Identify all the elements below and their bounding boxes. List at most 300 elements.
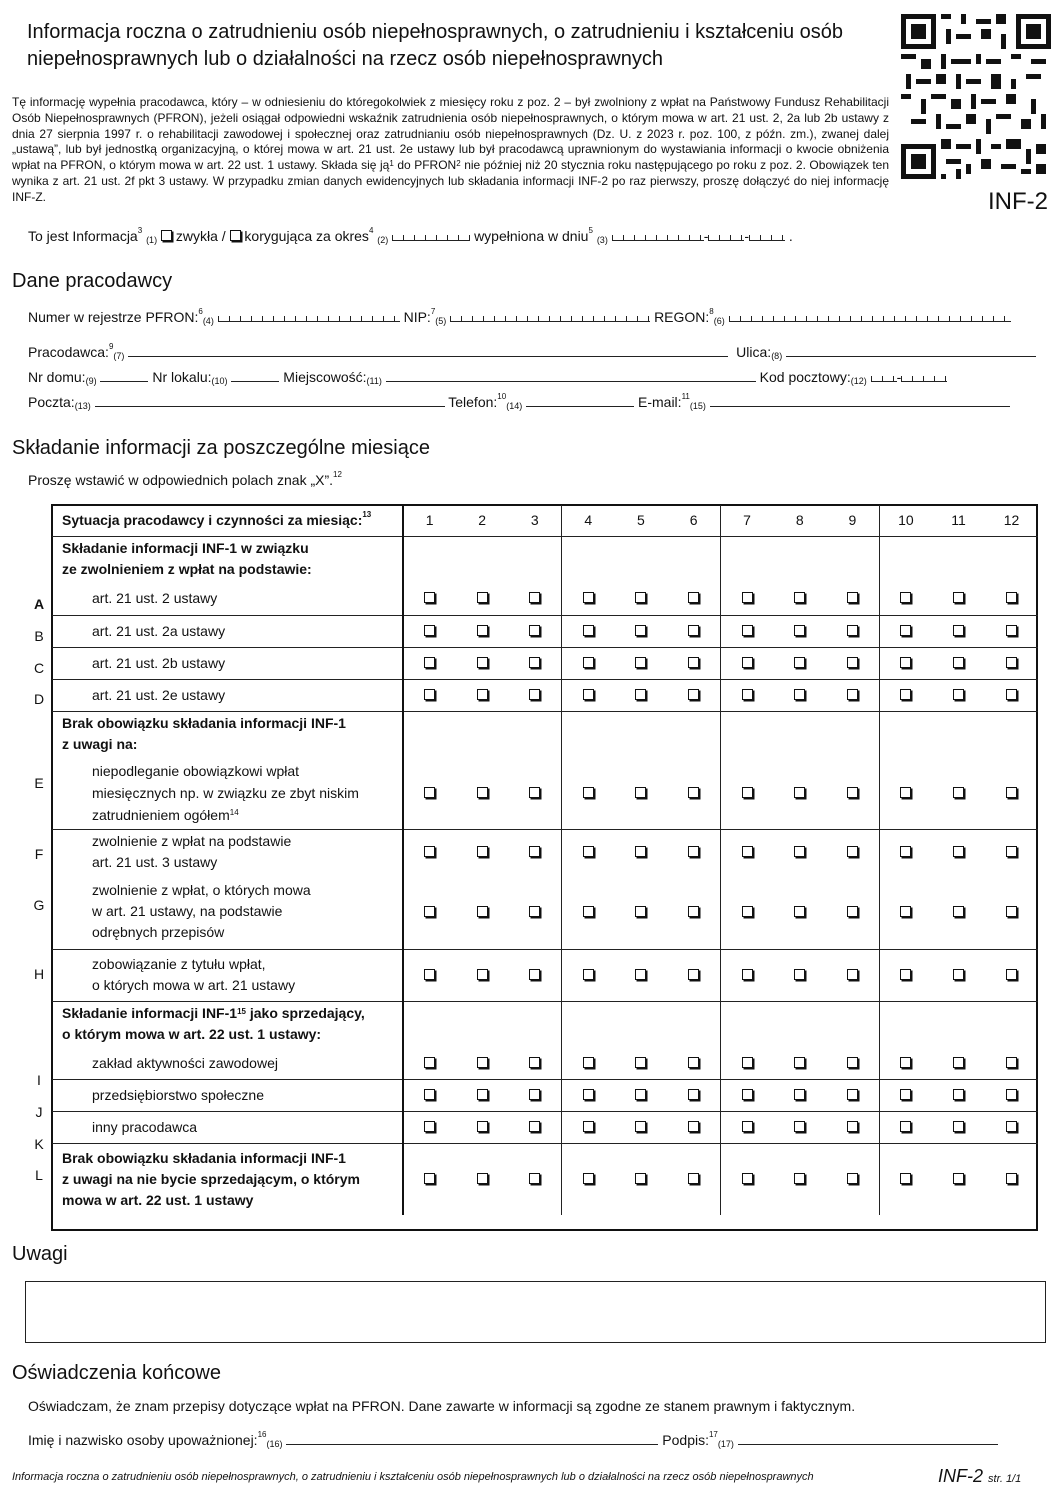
checkbox-icon[interactable] — [688, 1057, 699, 1068]
checkbox-icon[interactable] — [900, 969, 911, 980]
table-row: zobowiązanie z tytułu wpłat, o których mowa w art. 21 ustawy — [52, 949, 1038, 1001]
month-cell — [562, 949, 615, 1001]
row-letter: D — [33, 691, 45, 707]
date-month-field[interactable] — [708, 230, 744, 241]
checkbox-icon[interactable] — [953, 1089, 964, 1100]
month-cell — [773, 615, 826, 647]
checkbox-icon[interactable] — [794, 787, 805, 798]
checkbox-icon[interactable] — [847, 1173, 858, 1184]
month-cell — [667, 615, 720, 647]
checkbox-icon[interactable] — [900, 1057, 911, 1068]
month-cell — [403, 1111, 456, 1143]
checkbox-icon[interactable] — [794, 906, 805, 917]
checkbox-icon[interactable] — [1006, 689, 1017, 700]
month-cell — [562, 1047, 615, 1079]
month-cell — [667, 1143, 720, 1215]
house-number-field[interactable] — [100, 370, 148, 382]
month-cell — [720, 1143, 773, 1215]
month-cell — [773, 949, 826, 1001]
month-cell — [403, 615, 456, 647]
checkbox-icon[interactable] — [529, 592, 540, 603]
month-cell — [614, 1079, 667, 1111]
month-cell — [456, 615, 509, 647]
checkbox-icon[interactable] — [847, 787, 858, 798]
page-number: str. 1/1 — [988, 1473, 1022, 1485]
checkbox-icon[interactable] — [688, 657, 699, 668]
month-cell — [403, 1079, 456, 1111]
month-cell — [403, 582, 456, 615]
month-cell — [403, 679, 456, 711]
checkbox-icon[interactable] — [583, 689, 594, 700]
city-field[interactable] — [386, 370, 756, 382]
checkbox-icon[interactable] — [953, 787, 964, 798]
month-cell — [932, 875, 985, 949]
checkbox-icon[interactable] — [742, 1121, 753, 1132]
checkbox-icon[interactable] — [424, 846, 435, 857]
checkbox-icon[interactable] — [477, 625, 488, 636]
checkbox-icon[interactable] — [794, 1089, 805, 1100]
checkbox-icon[interactable] — [953, 1121, 964, 1132]
month-cell — [562, 875, 615, 949]
month-cell — [456, 1143, 509, 1215]
month-cell — [456, 875, 509, 949]
month-cell — [667, 1047, 720, 1079]
table-row: Brak obowiązku składania informacji INF-1 z uwagi na nie bycie sprzedającym, o którym mowa w art. 22 ust. 1 ustawy — [52, 1143, 1038, 1215]
checkbox-icon[interactable] — [477, 787, 488, 798]
checkbox-icon[interactable] — [583, 906, 594, 917]
checkbox-icon[interactable] — [635, 1121, 646, 1132]
footer-text: Informacja roczna o zatrudnieniu osób niepełnosprawnych, o zatrudnieniu i kształceniu osób niepełnosprawnych lub o działalności na rzecz osób niepełnosprawnych — [12, 1471, 814, 1483]
month-cell — [985, 829, 1038, 875]
month-cell — [667, 829, 720, 875]
checkbox-icon[interactable] — [635, 787, 646, 798]
checkbox-icon[interactable] — [477, 1173, 488, 1184]
authorized-person-field[interactable] — [286, 1433, 658, 1445]
signature-row: Imię i nazwisko osoby upoważnionej:$^{16}$(16) Podpis:$^{17}$(17) — [28, 1432, 998, 1448]
period-field[interactable] — [392, 230, 470, 241]
month-cell — [667, 679, 720, 711]
month-cell — [826, 949, 879, 1001]
checkbox-icon[interactable] — [1006, 1121, 1017, 1132]
month-cell — [773, 829, 826, 875]
month-cell — [509, 949, 562, 1001]
checkbox-icon[interactable] — [847, 1121, 858, 1132]
row-letter: A — [33, 596, 45, 612]
checkbox-icon[interactable] — [529, 657, 540, 668]
month-cell — [614, 615, 667, 647]
checkbox-icon[interactable] — [583, 1057, 594, 1068]
month-cell — [456, 647, 509, 679]
checkbox-icon[interactable] — [688, 1089, 699, 1100]
checkbox-icon[interactable] — [583, 787, 594, 798]
checkbox-icon[interactable] — [635, 689, 646, 700]
month-cell — [720, 875, 773, 949]
checkbox-icon[interactable] — [583, 1173, 594, 1184]
checkbox-icon[interactable] — [1006, 592, 1017, 603]
row-letter: K — [34, 1136, 44, 1152]
table-row: art. 21 ust. 2a ustawy — [52, 615, 1038, 647]
employer-row: Pracodawca:$^9$(7) Ulica:(8) — [28, 344, 1036, 360]
checkbox-icon[interactable] — [688, 969, 699, 980]
month-cell — [932, 615, 985, 647]
row-letter: C — [33, 660, 45, 676]
checkbox-icon[interactable] — [424, 787, 435, 798]
checkbox-icon[interactable] — [847, 657, 858, 668]
month-cell — [562, 679, 615, 711]
table-header-row: Sytuacja pracodawcy i czynności za miesiąc:$^{13}$ 1 2 3 4 5 6 7 8 9 10 11 12 — [52, 505, 1038, 536]
checkbox-icon[interactable] — [635, 906, 646, 917]
checkbox-icon[interactable] — [1006, 657, 1017, 668]
month-cell — [879, 757, 932, 829]
month-cell — [985, 1079, 1038, 1111]
month-cell — [879, 1047, 932, 1079]
checkbox-icon[interactable] — [900, 657, 911, 668]
checkbox-icon[interactable] — [900, 906, 911, 917]
postcode-field-2[interactable] — [901, 371, 947, 382]
month-cell — [562, 615, 615, 647]
month-cell — [985, 1143, 1038, 1215]
checkbox-icon[interactable] — [477, 689, 488, 700]
checkbox-icon[interactable] — [742, 969, 753, 980]
month-cell — [403, 1047, 456, 1079]
checkbox-icon[interactable] — [583, 969, 594, 980]
checkbox-icon[interactable] — [424, 906, 435, 917]
month-cell — [403, 647, 456, 679]
month-cell — [985, 949, 1038, 1001]
checkbox-icon[interactable] — [477, 1089, 488, 1100]
month-cell — [720, 1047, 773, 1079]
checkbox-icon[interactable] — [900, 1121, 911, 1132]
checkbox-icon[interactable] — [742, 689, 753, 700]
checkbox-icon[interactable] — [529, 625, 540, 636]
date-year-field[interactable] — [612, 230, 704, 241]
checkbox-icon[interactable] — [635, 846, 646, 857]
checkbox-icon[interactable] — [424, 969, 435, 980]
checkbox-icon[interactable] — [635, 1057, 646, 1068]
checkbox-icon[interactable] — [477, 1057, 488, 1068]
month-cell — [667, 1079, 720, 1111]
month-cell — [985, 647, 1038, 679]
table-row: art. 21 ust. 2 ustawy — [52, 582, 1038, 615]
month-cell — [932, 829, 985, 875]
date-day-field[interactable] — [749, 230, 785, 241]
month-cell — [456, 1047, 509, 1079]
checkbox-icon[interactable] — [742, 625, 753, 636]
intro-text: Tę informację wypełnia pracodawca, który – w odniesieniu do któregokolwiek z miesięcy roku z poz. 2 – był zwolniony z wpłat na Państwowy Fundusz Rehabilitacji Osób Niepełnosprawnych (PFRON), jeżeli osiągał odpowiedni wskaźnik zatrudnienia osób niepełnosprawnych, o którym mowa w art. 21 ust. 2, 2a lub 2b ustawy z dnia 27 sierpnia 1997 r. o rehabilitacji zawodowej i społecznej oraz zatrudnianiu osób niepełnosprawnych (Dz. U. z 2023 r. poz. 100, z późn. zm.), zwanej dalej „ustawą”, lub był jednostką organizacyjną, o której mowa w art. 21 ust. 2e ustawy lub był pracodawcą uprawnionym do wystawiania informacji o kwocie obniżenia wpłat na PFRON, o którym mowa w art. 22 ust. 1 ustawy. Składa się $ją^1$ do PFRON$^2$ nie później niż 20 stycznia roku następującego po roku z poz. 2. Obowiązek ten wynika z art. 21 ust. 2f pkt 3 ustawy. W przypadku zmian danych ewidencyjnych lub składania informacji INF-2 po raz pierwszy, proszę dołączyć do niej informację INF-Z. — [12, 95, 890, 204]
month-cell — [456, 949, 509, 1001]
checkbox-icon[interactable] — [529, 969, 540, 980]
checkbox-icon[interactable] — [635, 1089, 646, 1100]
checkbox-icon[interactable] — [794, 689, 805, 700]
checkbox-icon[interactable] — [688, 1121, 699, 1132]
footer-code: INF-2 str. 1/1 — [938, 1466, 1022, 1486]
checkbox-icon[interactable] — [847, 625, 858, 636]
month-cell — [879, 582, 932, 615]
month-cell — [403, 1143, 456, 1215]
checkbox-icon[interactable] — [953, 657, 964, 668]
checkbox-icon[interactable] — [794, 846, 805, 857]
checkbox-icon[interactable] — [953, 846, 964, 857]
month-cell — [879, 615, 932, 647]
checkbox-icon[interactable] — [1006, 906, 1017, 917]
checkbox-icon[interactable] — [477, 846, 488, 857]
month-cell — [403, 829, 456, 875]
registry-row: Numer w rejestrze PFRON:$^6$(4) NIP:$^7$(5) REGON:$^8$(6) — [28, 309, 1011, 325]
table-row: inny pracodawca — [52, 1111, 1038, 1143]
checkbox-icon[interactable] — [635, 1173, 646, 1184]
checkbox-icon[interactable] — [900, 846, 911, 857]
checkbox-icon[interactable] — [847, 846, 858, 857]
checkbox-icon[interactable] — [794, 625, 805, 636]
checkbox-icon[interactable] — [477, 969, 488, 980]
signature-field[interactable] — [738, 1433, 998, 1445]
section-remarks-heading: Uwagi — [12, 1243, 68, 1265]
row-letter: B — [34, 628, 44, 644]
checkbox-icon[interactable] — [583, 592, 594, 603]
checkbox-icon[interactable] — [424, 657, 435, 668]
checkbox-icon[interactable] — [847, 1057, 858, 1068]
month-cell — [985, 1047, 1038, 1079]
checkbox-icon[interactable] — [742, 592, 753, 603]
checkbox-icon[interactable] — [1006, 1089, 1017, 1100]
table-row: art. 21 ust. 2e ustawy — [52, 679, 1038, 711]
checkbox-icon[interactable] — [529, 1121, 540, 1132]
month-cell — [614, 647, 667, 679]
checkbox-icon[interactable] — [688, 689, 699, 700]
checkbox-icon[interactable] — [635, 592, 646, 603]
checkbox-icon[interactable] — [477, 1121, 488, 1132]
checkbox-icon[interactable] — [900, 787, 911, 798]
pfron-number-field[interactable] — [218, 311, 400, 322]
month-cell — [932, 582, 985, 615]
checkbox-icon[interactable] — [794, 657, 805, 668]
checkbox-icon[interactable] — [583, 846, 594, 857]
checkbox-icon[interactable] — [529, 906, 540, 917]
checkbox-icon[interactable] — [794, 1121, 805, 1132]
month-cell — [667, 875, 720, 949]
checkbox-icon[interactable] — [424, 1173, 435, 1184]
checkbox-icon[interactable] — [1006, 787, 1017, 798]
instruction-text: Proszę wstawić w odpowiednich polach znak „X”.$^{12}$ — [28, 470, 342, 488]
month-cell — [720, 582, 773, 615]
street-field[interactable] — [786, 345, 1036, 357]
month-cell — [614, 875, 667, 949]
month-cell — [509, 1047, 562, 1079]
checkbox-icon[interactable] — [742, 787, 753, 798]
month-cell — [509, 1143, 562, 1215]
month-cell — [614, 1111, 667, 1143]
checkbox-icon[interactable] — [742, 846, 753, 857]
table-row: art. 21 ust. 2b ustawy — [52, 647, 1038, 679]
month-cell — [614, 829, 667, 875]
checkbox-icon[interactable] — [794, 1057, 805, 1068]
checkbox-icon[interactable] — [900, 689, 911, 700]
table-row: przedsiębiorstwo społeczne — [52, 1079, 1038, 1111]
checkbox-icon[interactable] — [847, 1089, 858, 1100]
checkbox-icon[interactable] — [529, 1057, 540, 1068]
checkbox-icon[interactable] — [688, 625, 699, 636]
qr-code-icon — [901, 14, 1051, 179]
month-cell — [773, 647, 826, 679]
month-cell — [826, 875, 879, 949]
checkbox-icon[interactable] — [688, 846, 699, 857]
checkbox-icon[interactable] — [953, 1173, 964, 1184]
month-cell — [879, 1079, 932, 1111]
month-cell — [879, 647, 932, 679]
checkbox-icon[interactable] — [794, 1173, 805, 1184]
checkbox-icon[interactable] — [424, 689, 435, 700]
month-cell — [509, 875, 562, 949]
checkbox-icon[interactable] — [742, 1173, 753, 1184]
month-cell — [562, 1079, 615, 1111]
row-letter: I — [37, 1072, 41, 1088]
checkbox-icon[interactable] — [742, 1089, 753, 1100]
checkbox-icon[interactable] — [688, 592, 699, 603]
checkbox-icon[interactable] — [529, 787, 540, 798]
employer-name-field[interactable] — [128, 345, 728, 357]
checkbox-icon[interactable] — [953, 969, 964, 980]
checkbox-icon[interactable] — [635, 969, 646, 980]
form-code: INF-2 — [988, 188, 1048, 215]
checkbox-icon[interactable] — [742, 1057, 753, 1068]
checkbox-icon[interactable] — [953, 1057, 964, 1068]
checkbox-icon[interactable] — [794, 592, 805, 603]
month-cell — [879, 1111, 932, 1143]
month-cell — [614, 757, 667, 829]
checkbox-icon[interactable] — [1006, 1173, 1017, 1184]
remarks-field[interactable] — [25, 1281, 1046, 1343]
unit-number-field[interactable] — [231, 370, 279, 382]
month-cell — [562, 757, 615, 829]
group-header-row: Składanie informacji INF-1 w związku ze zwolnieniem z wpłat na podstawie: — [52, 536, 1038, 582]
address-row: Nr domu:(9) Nr lokalu:(10) Miejscowość:(11) Kod pocztowy:(12) - — [28, 369, 947, 385]
month-cell — [932, 757, 985, 829]
checkbox-icon[interactable] — [900, 592, 911, 603]
month-cell — [720, 1079, 773, 1111]
checkbox-icon[interactable] — [529, 1173, 540, 1184]
month-cell — [403, 757, 456, 829]
month-cell — [932, 949, 985, 1001]
checkbox-icon[interactable] — [477, 906, 488, 917]
month-cell — [932, 1079, 985, 1111]
checkbox-icon[interactable] — [1006, 846, 1017, 857]
nip-field[interactable] — [450, 311, 650, 322]
checkbox-icon[interactable] — [230, 230, 241, 241]
regon-field[interactable] — [729, 311, 1011, 322]
checkbox-icon[interactable] — [953, 689, 964, 700]
month-cell — [509, 829, 562, 875]
checkbox-icon[interactable] — [742, 906, 753, 917]
month-cell — [614, 679, 667, 711]
checkbox-icon[interactable] — [583, 1089, 594, 1100]
row-letter: J — [35, 1104, 43, 1120]
checkbox-icon[interactable] — [794, 969, 805, 980]
checkbox-icon[interactable] — [953, 592, 964, 603]
group-header-row: Brak obowiązku składania informacji INF-1 z uwagi na: — [52, 711, 1038, 757]
checkbox-icon[interactable] — [583, 1121, 594, 1132]
month-cell — [720, 757, 773, 829]
month-cell — [614, 1047, 667, 1079]
month-cell — [826, 582, 879, 615]
row-letter: G — [33, 897, 45, 913]
checkbox-icon[interactable] — [688, 906, 699, 917]
month-cell — [932, 647, 985, 679]
checkbox-icon[interactable] — [1006, 969, 1017, 980]
checkbox-icon[interactable] — [477, 592, 488, 603]
month-cell — [614, 582, 667, 615]
checkbox-icon[interactable] — [1006, 625, 1017, 636]
phone-field[interactable] — [526, 395, 634, 407]
checkbox-icon[interactable] — [583, 625, 594, 636]
month-cell — [562, 1143, 615, 1215]
checkbox-icon[interactable] — [477, 657, 488, 668]
checkbox-icon[interactable] — [953, 906, 964, 917]
page-title: Informacja roczna o zatrudnieniu osób niepełnosprawnych, o zatrudnieniu i kształceniu osób niepełnosprawnych lub o działalności na rzecz osób niepełnosprawnych — [27, 21, 844, 70]
month-cell — [562, 647, 615, 679]
section-months-heading: Składanie informacji za poszczególne miesiące — [12, 437, 430, 459]
row-letter: E — [34, 775, 44, 791]
checkbox-icon[interactable] — [953, 625, 964, 636]
month-cell — [720, 647, 773, 679]
month-cell — [773, 757, 826, 829]
checkbox-icon[interactable] — [847, 592, 858, 603]
month-cell — [509, 757, 562, 829]
checkbox-icon[interactable] — [529, 1089, 540, 1100]
checkbox-icon[interactable] — [424, 1089, 435, 1100]
checkbox-icon[interactable] — [1006, 1057, 1017, 1068]
checkbox-icon[interactable] — [688, 1173, 699, 1184]
month-cell — [932, 679, 985, 711]
month-cell — [773, 875, 826, 949]
checkbox-icon[interactable] — [583, 657, 594, 668]
month-cell — [509, 1079, 562, 1111]
row-letter: H — [33, 966, 45, 982]
table-row: zakład aktywności zawodowej — [52, 1047, 1038, 1079]
checkbox-icon[interactable] — [529, 689, 540, 700]
checkbox-icon[interactable] — [161, 230, 172, 241]
month-cell — [932, 1111, 985, 1143]
month-cell — [985, 679, 1038, 711]
email-field[interactable] — [710, 395, 1010, 407]
checkbox-icon[interactable] — [900, 1173, 911, 1184]
month-cell — [773, 1111, 826, 1143]
postcode-field[interactable] — [871, 371, 897, 382]
checkbox-icon[interactable] — [424, 625, 435, 636]
post-office-field[interactable] — [95, 395, 445, 407]
checkbox-icon[interactable] — [847, 689, 858, 700]
checkbox-icon[interactable] — [424, 1121, 435, 1132]
checkbox-icon[interactable] — [635, 657, 646, 668]
checkbox-icon[interactable] — [742, 657, 753, 668]
month-cell — [826, 647, 879, 679]
month-cell — [826, 1143, 879, 1215]
checkbox-icon[interactable] — [900, 625, 911, 636]
checkbox-icon[interactable] — [424, 1057, 435, 1068]
checkbox-icon[interactable] — [529, 846, 540, 857]
checkbox-icon[interactable] — [635, 625, 646, 636]
month-cell — [720, 615, 773, 647]
month-cell — [509, 615, 562, 647]
checkbox-icon[interactable] — [847, 906, 858, 917]
month-cell — [826, 1079, 879, 1111]
month-cell — [456, 829, 509, 875]
month-cell — [667, 757, 720, 829]
checkbox-icon[interactable] — [424, 592, 435, 603]
checkbox-icon[interactable] — [688, 787, 699, 798]
checkbox-icon[interactable] — [900, 1089, 911, 1100]
checkbox-icon[interactable] — [847, 969, 858, 980]
month-cell — [456, 757, 509, 829]
